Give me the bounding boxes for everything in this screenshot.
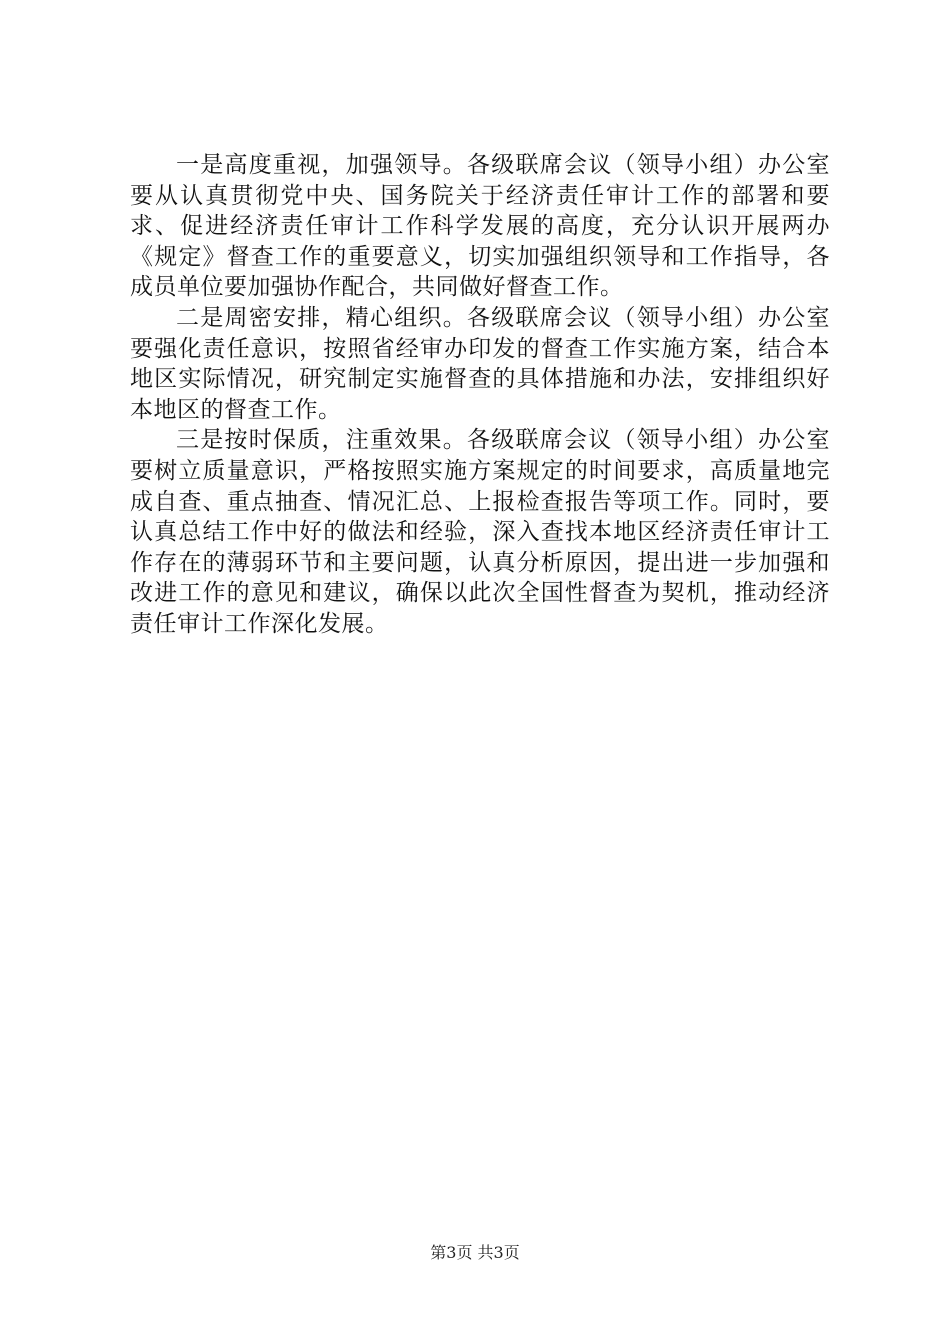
paragraph-2: 二是周密安排，精心组织。各级联席会议（领导小组）办公室要强化责任意识，按照省经审办印发的督查工作实施方案，结合本地区实际情况，研究制定实施督查的具体措施和办法，安排组织好本地区的督查工作。: [130, 304, 830, 423]
paragraph-3: 三是按时保质，注重效果。各级联席会议（领导小组）办公室要树立质量意识，严格按照实施方案规定的时间要求，高质量地完成自查、重点抽查、情况汇总、上报检查报告等项工作。同时，要认真总结工作中好的做法和经验，深入查找本地区经济责任审计工作存在的薄弱环节和主要问题，认真分析原因，提出进一步加强和改进工作的意见和建议，确保以此次全国性督查为契机，推动经济责任审计工作深化发展。: [130, 427, 830, 637]
page-number-footer: 第3页 共3页: [430, 1243, 520, 1262]
document-body: [130, 150, 830, 640]
paragraph-1: 一是高度重视，加强领导。各级联席会议（领导小组）办公室要从认真贯彻党中央、国务院关于经济责任审计工作的部署和要求、促进经济责任审计工作科学发展的高度，充分认识开展两办《规定》督查工作的重要意义，切实加强组织领导和工作指导，各成员单位要加强协作配合，共同做好督查工作。: [130, 152, 830, 301]
